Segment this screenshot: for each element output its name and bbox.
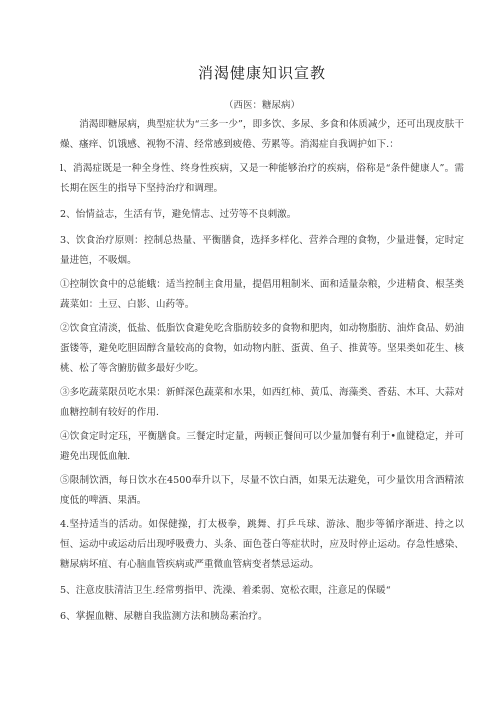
paragraph-sub-3: ③多吃蔬菜限员吃水果：新鲜深色蔬菜和水果，如西红柿、黄瓜、海藻类、香菇、木耳、大蒜对血糖控制有较好的作用. — [60, 387, 464, 418]
paragraph-item-1: l、消渴症既是一种全身性、终身性疾病，又是一种能够治疗的疾病，俗称是“条件健康人”。需长期在医生的指导下坚持治疗和调理。 — [60, 163, 464, 194]
paragraph-item-6: 6、掌握血糖、尿糖自我监测方法和胰岛素治疗。 — [60, 611, 268, 622]
paragraph-sub-1: ①控制饮食中的总能蛾：适当控制主食用量，提倡用粗制米、面和适量杂粮，少进精食、根茎类蔬菜如：土豆、白影、山药等。 — [60, 279, 464, 310]
page-subtitle: （西医：糖尿病） — [223, 100, 300, 111]
paragraph-intro: 消渴即糖尿病，典型症状为“三多一少”，即多饮、多尿、多食和体质减少，还可出现皮肤干燥、瘙痒、饥饿感、视物不清、经常感到疲倦、劳累等。消渴症自我调护如下.： — [60, 119, 464, 150]
paragraph-item-2: 2、怡情益志，生活有节，避免情志、过劳等不良刺激。 — [60, 209, 297, 220]
paragraph-item-4: 4.坚持适当的活动。如保健操，打太极拳，跳舞、打乒乓球、游泳、胞步等循序渐进、持之以恒、运动中或运动后出现呼吸费力、头条、面色苍白等症状时，应及时停止运动。存急性感染、糖尿病坏疽、有心脑血管疾病或严重微血管病变者禁忌运动。 — [60, 519, 464, 570]
paragraph-sub-5: ⑤限制饮酒，每日饮水在4500奉升以下，尽量不饮白酒，如果无法避免，可少量饮用含酒精浓度低的啤酒、果酒。 — [60, 475, 464, 506]
page-title: 消渴健康知识宣教 — [197, 64, 326, 82]
paragraph-item-3: 3、饮食治疗原则：控制总热量、平衡膳食，选择多样化、营养合理的食物，少量进餐，定时定量进笆，不吸烟。 — [60, 235, 464, 266]
paragraph-item-5: 5、注意皮肤清洁卫生.经常剪指甲、洗澡、着柔弱、宽松衣眼，注意足的保暖“ — [60, 585, 391, 596]
paragraph-sub-2: ②饮食宜清淡，低盐、低脂饮食避免吃含脂肪较多的食物和肥肉，如动物脂肪、油炸食品、奶油蛋镂等，避免吃胆固醇含量较高的食物，如动物内脏、蛋黄、鱼子、推黄等。坚果类如花生、核桃、松了等含腑肪做多最好少吃。 — [60, 323, 464, 374]
paragraph-sub-4: ④饮食定时定珏，平衡膳食。三餐定时定量，两顿正餐间可以少量加餐有利于•血键稳定，并可避免出现低血触. — [60, 431, 464, 462]
